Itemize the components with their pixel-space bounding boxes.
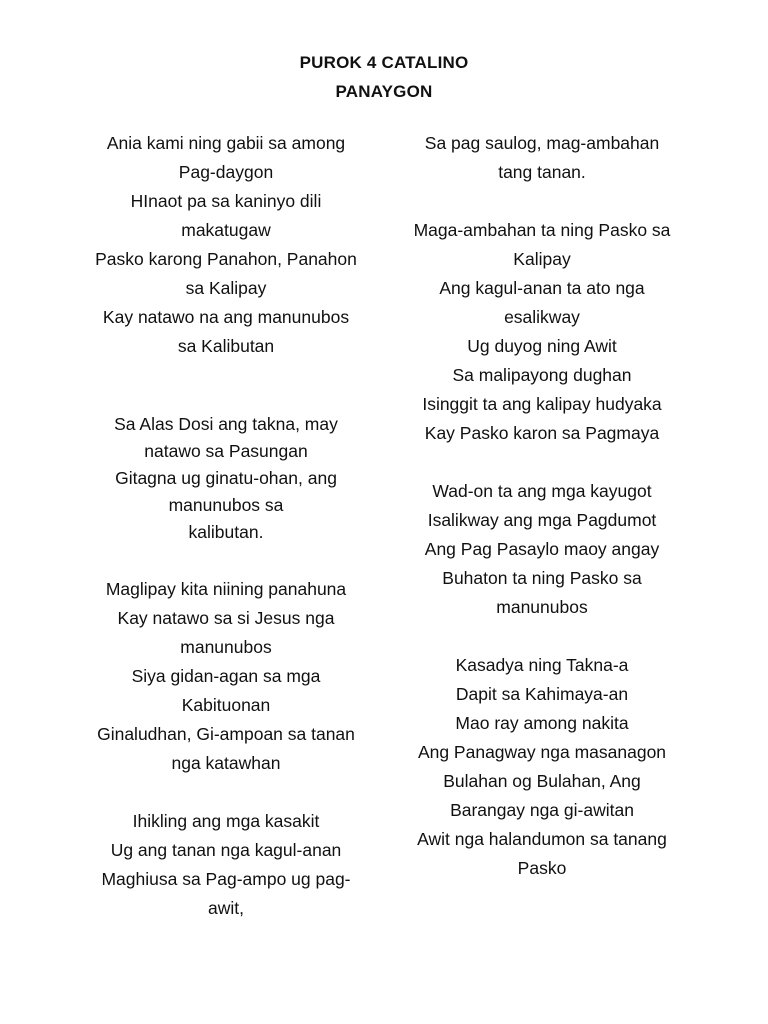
lyric-line: Pag-daygon — [178, 162, 274, 182]
lyric-line: Ihikling ang mga kasakit — [132, 811, 320, 831]
lyric-line: makatugaw — [181, 220, 271, 240]
lyric-line: Kay natawo na ang manunubos — [102, 307, 350, 327]
lyric-line: Wad-on ta ang mga kayugot — [432, 481, 652, 501]
left-stanza-2 — [86, 411, 366, 546]
lyric-line: Buhaton ta ning Pasko sa — [442, 568, 642, 588]
lyric-line: sa Kalibutan — [177, 336, 275, 356]
lyric-line: Sa Alas Dosi ang takna, may — [114, 414, 338, 434]
right-stanza-1 — [402, 129, 682, 187]
lyric-line: Siya gidan-agan sa mga — [131, 666, 321, 686]
lyric-line: Ang Panagway nga masanagon — [417, 742, 667, 762]
lyric-line: HInaot pa sa kaninyo dili — [130, 191, 322, 211]
lyric-line: Mao ray among nakita — [455, 713, 629, 733]
left-stanza-1 — [86, 129, 366, 361]
lyric-line: kalibutan. — [188, 522, 264, 542]
lyric-line: Ang Pag Pasaylo maoy angay — [424, 539, 660, 559]
lyric-line: Pasko — [517, 858, 567, 878]
lyric-line: natawo sa Pasungan — [144, 441, 308, 461]
lyric-line: manunubos — [496, 597, 588, 617]
lyric-line: Ug ang tanan nga kagul-anan — [110, 840, 342, 860]
lyric-line: Isinggit ta ang kalipay hudyaka — [422, 394, 662, 414]
lyric-line: Barangay nga gi-awitan — [450, 800, 634, 820]
lyric-line: Kasadya ning Takna-a — [455, 655, 629, 675]
lyric-line: nga katawhan — [171, 753, 281, 773]
title-block — [0, 48, 768, 106]
lyric-line: Ug duyog ning Awit — [467, 336, 617, 356]
lyric-line: tang tanan. — [498, 162, 586, 182]
lyric-line: Ania kami ning gabii sa among — [106, 133, 346, 153]
lyric-line: Maglipay kita niining panahuna — [105, 579, 347, 599]
lyric-line: Ang kagul-anan ta ato nga — [439, 278, 645, 298]
left-stanza-3 — [86, 575, 366, 778]
lyric-line: Sa pag saulog, mag-ambahan — [424, 133, 660, 153]
lyric-line: Kalipay — [513, 249, 571, 269]
lyric-line: Maghiusa sa Pag-ampo ug pag- — [101, 869, 351, 889]
right-column — [402, 129, 682, 883]
right-stanza-4 — [402, 651, 682, 883]
lyric-line: Kay Pasko karon sa Pagmaya — [424, 423, 660, 443]
left-stanza-4 — [86, 807, 366, 923]
lyric-line: Isalikway ang mga Pagdumot — [427, 510, 657, 530]
title-line-2: PANAYGON — [335, 82, 433, 101]
right-stanza-2 — [402, 216, 682, 448]
lyric-line: sa Kalipay — [185, 278, 267, 298]
lyric-line: Maga-ambahan ta ning Pasko sa — [413, 220, 671, 240]
lyric-line: Awit nga halandumon sa tanang — [417, 829, 667, 849]
lyric-line: Kabituonan — [181, 695, 271, 715]
lyric-line: Kay natawo sa si Jesus nga — [117, 608, 335, 628]
lyric-line: manunubos — [180, 637, 272, 657]
title-line-1: PUROK 4 CATALINO — [299, 53, 469, 72]
lyric-line: Sa malipayong dughan — [452, 365, 632, 385]
lyric-line: Gitagna ug ginatu-ohan, ang — [115, 468, 337, 488]
lyric-line: awit, — [208, 898, 244, 918]
lyric-line: Pasko karong Panahon, Panahon — [95, 249, 357, 269]
left-column — [86, 129, 366, 923]
lyric-line: esalikway — [504, 307, 580, 327]
right-stanza-3 — [402, 477, 682, 622]
lyric-line: Bulahan og Bulahan, Ang — [443, 771, 641, 791]
lyric-line: Dapit sa Kahimaya-an — [455, 684, 629, 704]
lyric-line: Ginaludhan, Gi-ampoan sa tanan — [97, 724, 355, 744]
lyric-line: manunubos sa — [168, 495, 284, 515]
